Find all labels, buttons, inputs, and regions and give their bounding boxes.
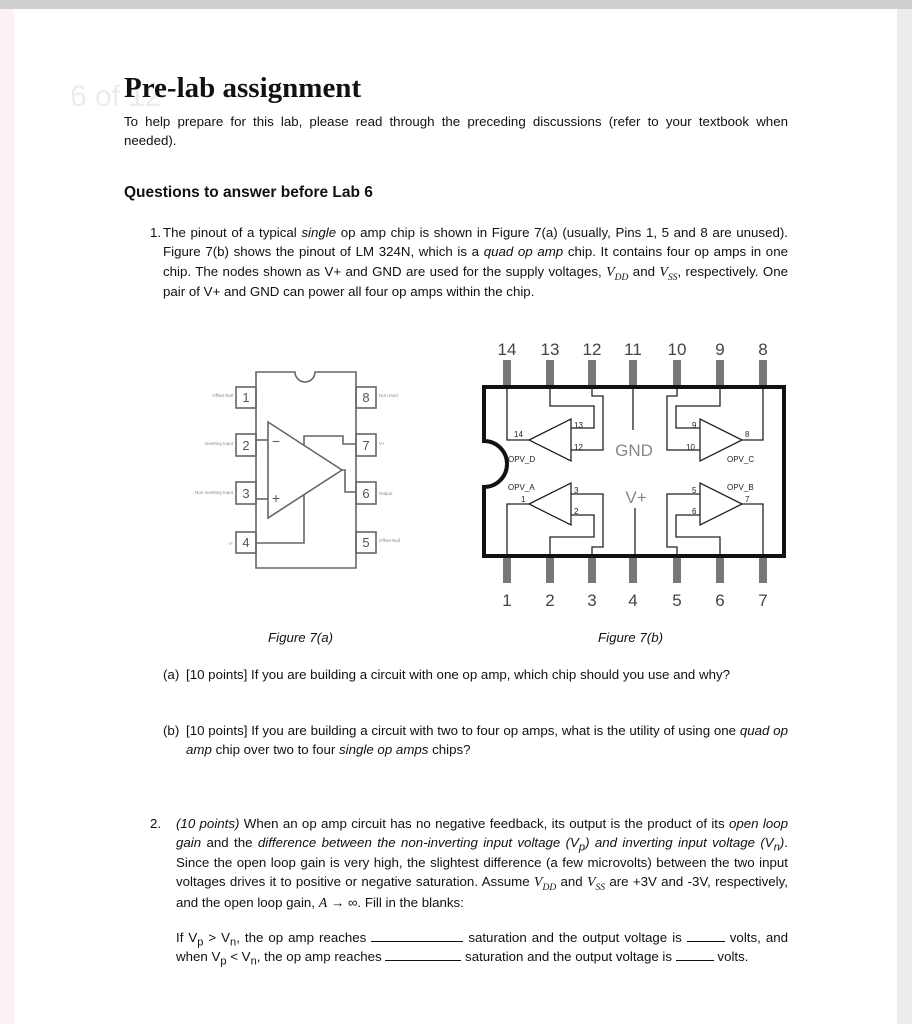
pin-label: V+ [379,441,385,446]
pin-number: 6 [362,486,370,501]
text: < V [226,949,251,965]
blank-voltage-1[interactable] [687,930,725,942]
pin-tag: 2 [574,507,579,516]
pin-number: 12 [582,340,602,359]
text: chip over two to four [211,742,339,758]
pin-tag: 9 [692,421,697,430]
pin-number: 3 [242,486,250,501]
vdd-symbol [533,875,557,894]
text-italic: single op amps [339,742,429,758]
text: chips? [428,742,471,758]
chip-body [484,387,784,556]
v: V [606,264,615,280]
opamp-c-label: OPV_C [727,455,755,464]
pin-number: 6 [715,591,725,610]
sub: p [197,936,204,949]
wire [304,436,356,445]
pin-tag: 6 [692,507,697,516]
v: V [586,875,596,891]
text: The pinout of a typical [163,225,302,240]
text: op amp chip is shown in Figure 7(a) (usually, Pins 1, 5 and 8 are unused). Figure 7(b) shows the pinout of LM 324N, which is a [163,225,788,260]
pin-number: 5 [672,591,682,610]
sub: DD [542,883,557,894]
text: volts. [713,949,749,965]
pin-label: Inverting Input [204,441,233,446]
viewer-top-bar [0,0,912,9]
opamp-a-label: OPV_A [508,483,535,492]
text: are +3V and -3V, respectively, and the open loop gain, [176,874,788,910]
gain-symbol: A [318,895,328,911]
wire [342,470,356,492]
pin-label: Not Used [379,393,398,398]
pin-label: Offset Null [379,538,400,543]
question-2-text [176,814,788,913]
pin-tag: 5 [692,486,697,495]
points-label: (10 points) [176,816,240,831]
text: When an op amp circuit has no negative feedback, its output is the product of its [239,816,729,831]
pin-number: 4 [628,591,638,610]
intro-paragraph: To help prepare for this lab, please read through the preceding discussions (refer to your textbook when needed). [124,114,788,149]
viewer-scrollbar-track[interactable] [897,9,912,1024]
opamp-b-label: OPV_B [727,483,754,492]
text-italic: open loop gain [176,816,789,851]
text: If V [176,930,198,945]
figure-7a-single-opamp-pinout [190,365,420,575]
fill-in-blanks [176,928,788,967]
pin-number: 8 [758,340,768,359]
gnd-label: GND [615,441,653,460]
text: saturation and the output voltage is [461,949,676,965]
text: , the op amp reaches [256,949,386,965]
text: , respectively. One pair of V+ and GND can power all four op amps within the chip. [163,263,788,300]
text-italic: ) and inverting input voltage (V [585,835,774,851]
vdd-symbol [606,264,629,283]
pin-number: 9 [715,340,725,359]
pin-number: 5 [362,535,370,550]
opamp-d-label: OPV_D [508,455,536,464]
vss-symbol [586,875,606,894]
pin-number: 11 [624,340,642,359]
text: volts, and when V [176,930,789,965]
sub: SS [667,272,678,283]
figure-7a-caption: Figure 7(a) [268,630,334,645]
text-italic: quad op amp [186,723,788,758]
question-2-number: 2. [150,816,162,831]
pin-tag: 12 [574,443,583,452]
pin-number: 4 [242,535,250,550]
pin-number: 13 [540,340,560,359]
text-italic: difference between the non-inverting input voltage (V [257,835,579,851]
vplus-label: V+ [625,488,647,507]
text: > V [203,930,231,945]
vss-symbol [659,264,678,283]
text: → ∞. Fill in the blanks: [327,894,464,910]
pin-label: V- [228,541,233,546]
blank-saturation-1[interactable] [371,930,463,942]
text: and the [201,835,258,851]
sub: p [220,956,227,969]
sub: n [773,842,780,855]
question-1-number: 1. [150,225,162,240]
pin-tag: 14 [514,430,523,439]
pin-number: 14 [497,340,517,359]
text: chip. It contains four op amps in one chip. The nodes shown as V+ and GND are used for the supply voltages, [163,244,788,279]
sub: SS [595,883,606,894]
text-italic: ) [779,835,785,851]
pin-label: Non Inverting Input [194,490,233,495]
pin-number: 3 [587,591,597,610]
text-italic: single [301,225,337,240]
pin-number: 1 [502,591,512,610]
sub: DD [614,272,629,283]
pin-label: Offset Null [212,393,233,398]
pin-number: 7 [758,591,768,610]
pin-label: Output [379,491,393,496]
v: V [659,264,668,280]
pin-tag: 7 [745,495,750,504]
pin-number: 2 [242,438,250,453]
pin-number: 10 [667,340,687,359]
text: [10 points] If you are building a circuit with two to four op amps, what is the utility of using one [186,723,740,738]
pin-number: 2 [545,591,555,610]
text: , the op amp reaches [236,930,372,945]
text: and [556,874,587,890]
pin-number: 1 [242,390,250,405]
part-b-text [186,721,788,760]
part-b-label: (b) [163,723,180,738]
blank-voltage-2[interactable] [676,949,714,961]
part-a-label: (a) [163,667,180,682]
pin-tag: 13 [574,421,583,430]
sub: n [250,956,257,969]
pin-number: 8 [362,390,370,405]
blank-saturation-2[interactable] [385,949,461,961]
pin-tag: 10 [686,443,695,452]
figure-7b-caption: Figure 7(b) [598,630,664,645]
v: V [533,875,543,891]
figure-7b-lm324n-pinout [480,335,792,613]
text: . Since the open loop gain is very high, the slightest difference (a few microvolts) between the two input voltages drives it to positive or negative saturation. Assume [176,835,788,890]
sub: n [230,936,237,949]
pin-tag: 3 [574,486,579,495]
minus-sign: − [271,433,281,449]
page-indicator: 6 of 12 [70,80,162,113]
text-italic: quad op amp [483,244,564,260]
pin-number: 7 [362,438,370,453]
text: and [628,263,660,279]
sub: p [578,842,586,855]
question-1-text [163,223,788,302]
part-a-text: [10 points] If you are building a circuit with one op amp, which chip should you use and why? [186,667,731,682]
section-heading: Questions to answer before Lab 6 [124,184,373,201]
plus-sign: + [271,490,281,506]
page-left-edge [0,9,14,1024]
text: saturation and the output voltage is [463,930,687,945]
pin-tag: 1 [521,495,526,504]
pin-tag: 8 [745,430,750,439]
page-title: Pre-lab assignment [124,72,362,104]
